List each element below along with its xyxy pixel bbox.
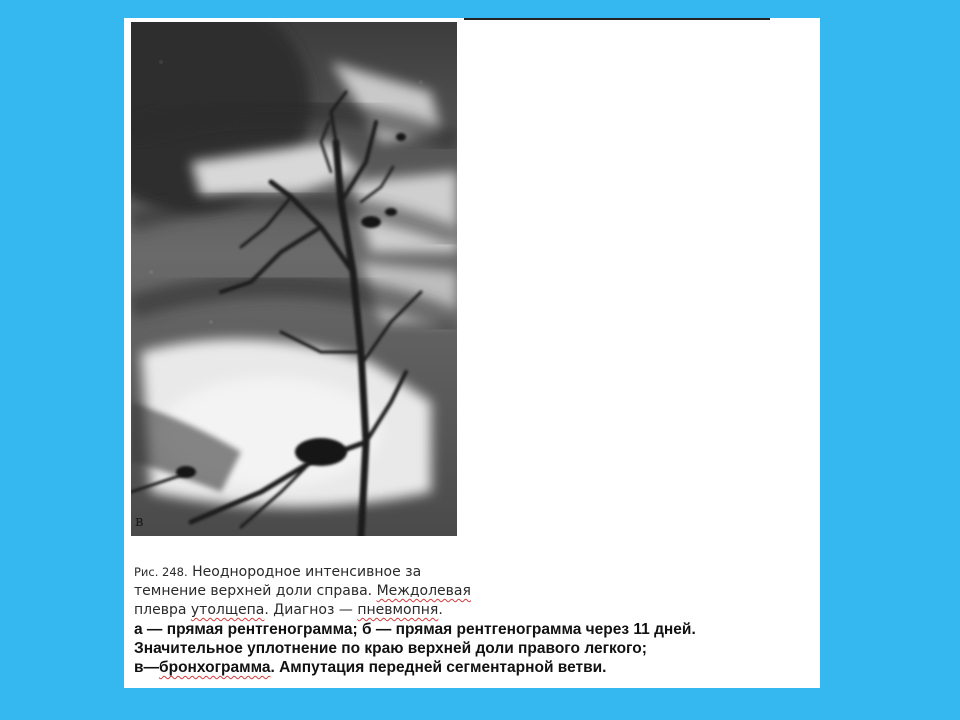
- caption-text-flagged: бронхограмма: [159, 659, 271, 676]
- caption-text: Неоднородное интенсивное за: [192, 564, 422, 580]
- caption-line-5: Значительное уплотнение по краю верхней доли правого легкого;: [134, 640, 647, 657]
- caption-line-2: [134, 582, 814, 601]
- caption-text-flagged: утолщепа: [190, 602, 265, 618]
- figure-number: Рис. 248.: [134, 565, 188, 579]
- caption-line-4: а — прямая рентгенограмма; б — прямая рентгенограмма через 11 дней.: [134, 621, 696, 638]
- caption-text: .: [438, 602, 443, 618]
- figure-caption: [134, 563, 814, 677]
- page-top-edge: [464, 18, 770, 20]
- caption-text: плевра: [134, 602, 187, 618]
- caption-text: . Диагноз —: [264, 602, 353, 618]
- caption-line-3: [134, 601, 814, 620]
- slide-page: [124, 18, 820, 688]
- caption-text: в—: [134, 659, 160, 676]
- caption-line-6: [134, 658, 814, 677]
- xray-illustration: [131, 22, 457, 536]
- caption-text-flagged: Междолевая: [376, 583, 471, 599]
- caption-text-flagged: пневмопня: [357, 602, 439, 618]
- bronchogram-image: [131, 22, 457, 536]
- caption-text: темнение верхней доли справа.: [134, 583, 373, 599]
- caption-line-1: [134, 563, 814, 582]
- panel-letter: в: [135, 512, 144, 530]
- caption-text: . Ампутация передней сегментарной ветви.: [270, 659, 607, 676]
